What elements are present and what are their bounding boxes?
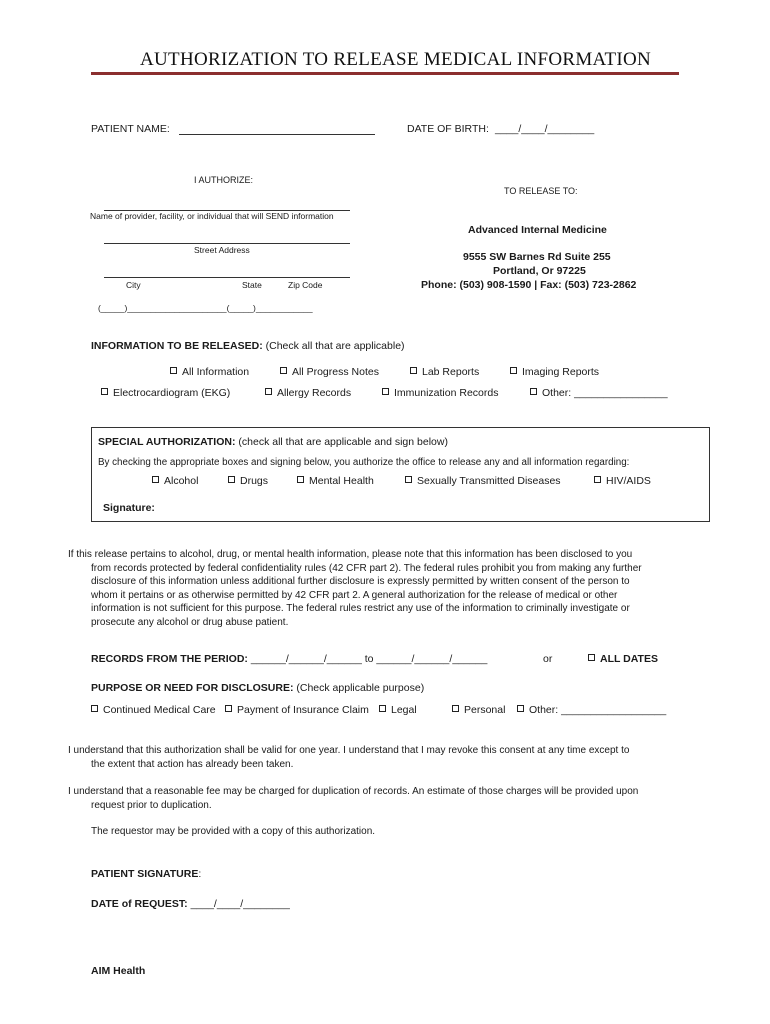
special-option-drugs[interactable]: Drugs: [228, 475, 268, 487]
purpose-heading: PURPOSE OR NEED FOR DISCLOSURE:: [91, 682, 294, 694]
info-option-lab-reports[interactable]: Lab Reports: [410, 366, 479, 378]
page-title: AUTHORIZATION TO RELEASE MEDICAL INFORMATION: [140, 49, 652, 70]
period-or: or: [543, 653, 553, 665]
checkbox-icon[interactable]: [405, 476, 412, 483]
special-text: By checking the appropriate boxes and signing below, you authorize the office to release any and all information regarding:: [98, 457, 630, 468]
special-option-mental-health[interactable]: Mental Health: [297, 475, 374, 487]
dob-field[interactable]: ____/____/________: [495, 123, 595, 135]
title-underline: [91, 72, 679, 75]
city-state-zip-field[interactable]: [104, 277, 350, 278]
checkbox-icon[interactable]: [588, 654, 595, 661]
checkbox-icon[interactable]: [280, 367, 287, 374]
special-option-alcohol[interactable]: Alcohol: [152, 475, 198, 487]
checkbox-icon[interactable]: [517, 705, 524, 712]
period-from-field[interactable]: ______/______/______: [250, 653, 362, 665]
checkbox-icon[interactable]: [410, 367, 417, 374]
purpose-note: (Check applicable purpose): [296, 682, 425, 694]
all-dates-option[interactable]: ALL DATES: [588, 653, 658, 665]
checkbox-icon[interactable]: [297, 476, 304, 483]
date-request-label: DATE of REQUEST:: [91, 898, 188, 910]
purpose-option-continued-care[interactable]: Continued Medical Care: [91, 704, 216, 716]
recipient-address1: 9555 SW Barnes Rd Suite 255: [463, 251, 611, 263]
checkbox-icon[interactable]: [382, 388, 389, 395]
purpose-option-other[interactable]: Other: __________________: [517, 704, 666, 716]
fee-notice: I understand that a reasonable fee may be charged for duplication of records. An estimate of those charges will be provided upon request prior to duplication.: [68, 786, 639, 811]
checkbox-icon[interactable]: [91, 705, 98, 712]
street-caption: Street Address: [194, 245, 250, 255]
checkbox-icon[interactable]: [265, 388, 272, 395]
patient-name-label: PATIENT NAME:: [91, 123, 170, 135]
period-to-field[interactable]: ______/______/______: [376, 653, 488, 665]
checkbox-icon[interactable]: [101, 388, 108, 395]
phone-fax-field[interactable]: (_____)_____________________(_____)____________: [98, 303, 313, 313]
info-option-all-information[interactable]: All Information: [170, 366, 249, 378]
purpose-option-personal[interactable]: Personal: [452, 704, 505, 716]
info-option-allergy-records[interactable]: Allergy Records: [265, 387, 351, 399]
checkbox-icon[interactable]: [379, 705, 386, 712]
recipient-address2: Portland, Or 97225: [493, 265, 586, 277]
info-option-ekg[interactable]: Electrocardiogram (EKG): [101, 387, 230, 399]
copy-note: The requestor may be provided with a copy of this authorization.: [91, 826, 376, 837]
patient-signature-label: PATIENT SIGNATURE: [91, 868, 199, 880]
info-option-other[interactable]: Other: ________________: [530, 387, 668, 399]
checkbox-icon[interactable]: [228, 476, 235, 483]
info-note: (Check all that are applicable): [265, 340, 405, 352]
purpose-option-insurance[interactable]: Payment of Insurance Claim: [225, 704, 369, 716]
checkbox-icon[interactable]: [594, 476, 601, 483]
zip-caption: Zip Code: [288, 280, 323, 290]
checkbox-icon[interactable]: [170, 367, 177, 374]
federal-notice: If this release pertains to alcohol, drug, or mental health information, please note that this information has been disclosed to you from records protected by federal confidentiality rules (42 CFR part 2). The federal rules prohibit you from making any further disclosure of this information unless additional further disclosure is expressly permitted by written consent of the person to whom it pertains or as otherwise permitted by 42 CFR part 2. A general authorization for the release of medical or other information is not sufficient for this purpose. The federal rules restrict any use of the information to criminally investigate or prosecute any alcohol or drug abuse patient.: [68, 549, 642, 628]
city-caption: City: [126, 280, 141, 290]
special-option-std[interactable]: Sexually Transmitted Diseases: [405, 475, 561, 487]
period-to-word: to: [364, 653, 374, 665]
checkbox-icon[interactable]: [452, 705, 459, 712]
checkbox-icon[interactable]: [225, 705, 232, 712]
checkbox-icon[interactable]: [152, 476, 159, 483]
dob-label: DATE OF BIRTH:: [407, 123, 489, 135]
special-option-hiv-aids[interactable]: HIV/AIDS: [594, 475, 651, 487]
checkbox-icon[interactable]: [510, 367, 517, 374]
authorize-label: I AUTHORIZE:: [194, 175, 254, 185]
period-label: RECORDS FROM THE PERIOD:: [91, 653, 248, 665]
info-option-progress-notes[interactable]: All Progress Notes: [280, 366, 379, 378]
footer-org: AIM Health: [91, 965, 146, 977]
info-option-imaging-reports[interactable]: Imaging Reports: [510, 366, 599, 378]
special-note: (check all that are applicable and sign below): [238, 436, 448, 448]
state-caption: State: [242, 280, 262, 290]
provider-caption: Name of provider, facility, or individual that will SEND information: [90, 211, 334, 221]
recipient-phone-fax: Phone: (503) 908-1590 | Fax: (503) 723-2862: [421, 279, 637, 291]
date-request-field[interactable]: ____/____/________: [190, 898, 290, 910]
checkbox-icon[interactable]: [530, 388, 537, 395]
special-heading: SPECIAL AUTHORIZATION:: [98, 436, 236, 448]
street-address-field[interactable]: [104, 243, 350, 244]
info-option-immunization-records[interactable]: Immunization Records: [382, 387, 498, 399]
release-to-label: TO RELEASE TO:: [504, 186, 578, 196]
info-heading: INFORMATION TO BE RELEASED:: [91, 340, 263, 352]
purpose-option-legal[interactable]: Legal: [379, 704, 417, 716]
validity-notice: I understand that this authorization shall be valid for one year. I understand that I may revoke this consent at any time except to the extent that action has already been taken.: [68, 745, 630, 770]
recipient-name: Advanced Internal Medicine: [468, 224, 607, 236]
special-signature-label: Signature:: [103, 502, 155, 514]
patient-name-field[interactable]: [179, 134, 375, 135]
